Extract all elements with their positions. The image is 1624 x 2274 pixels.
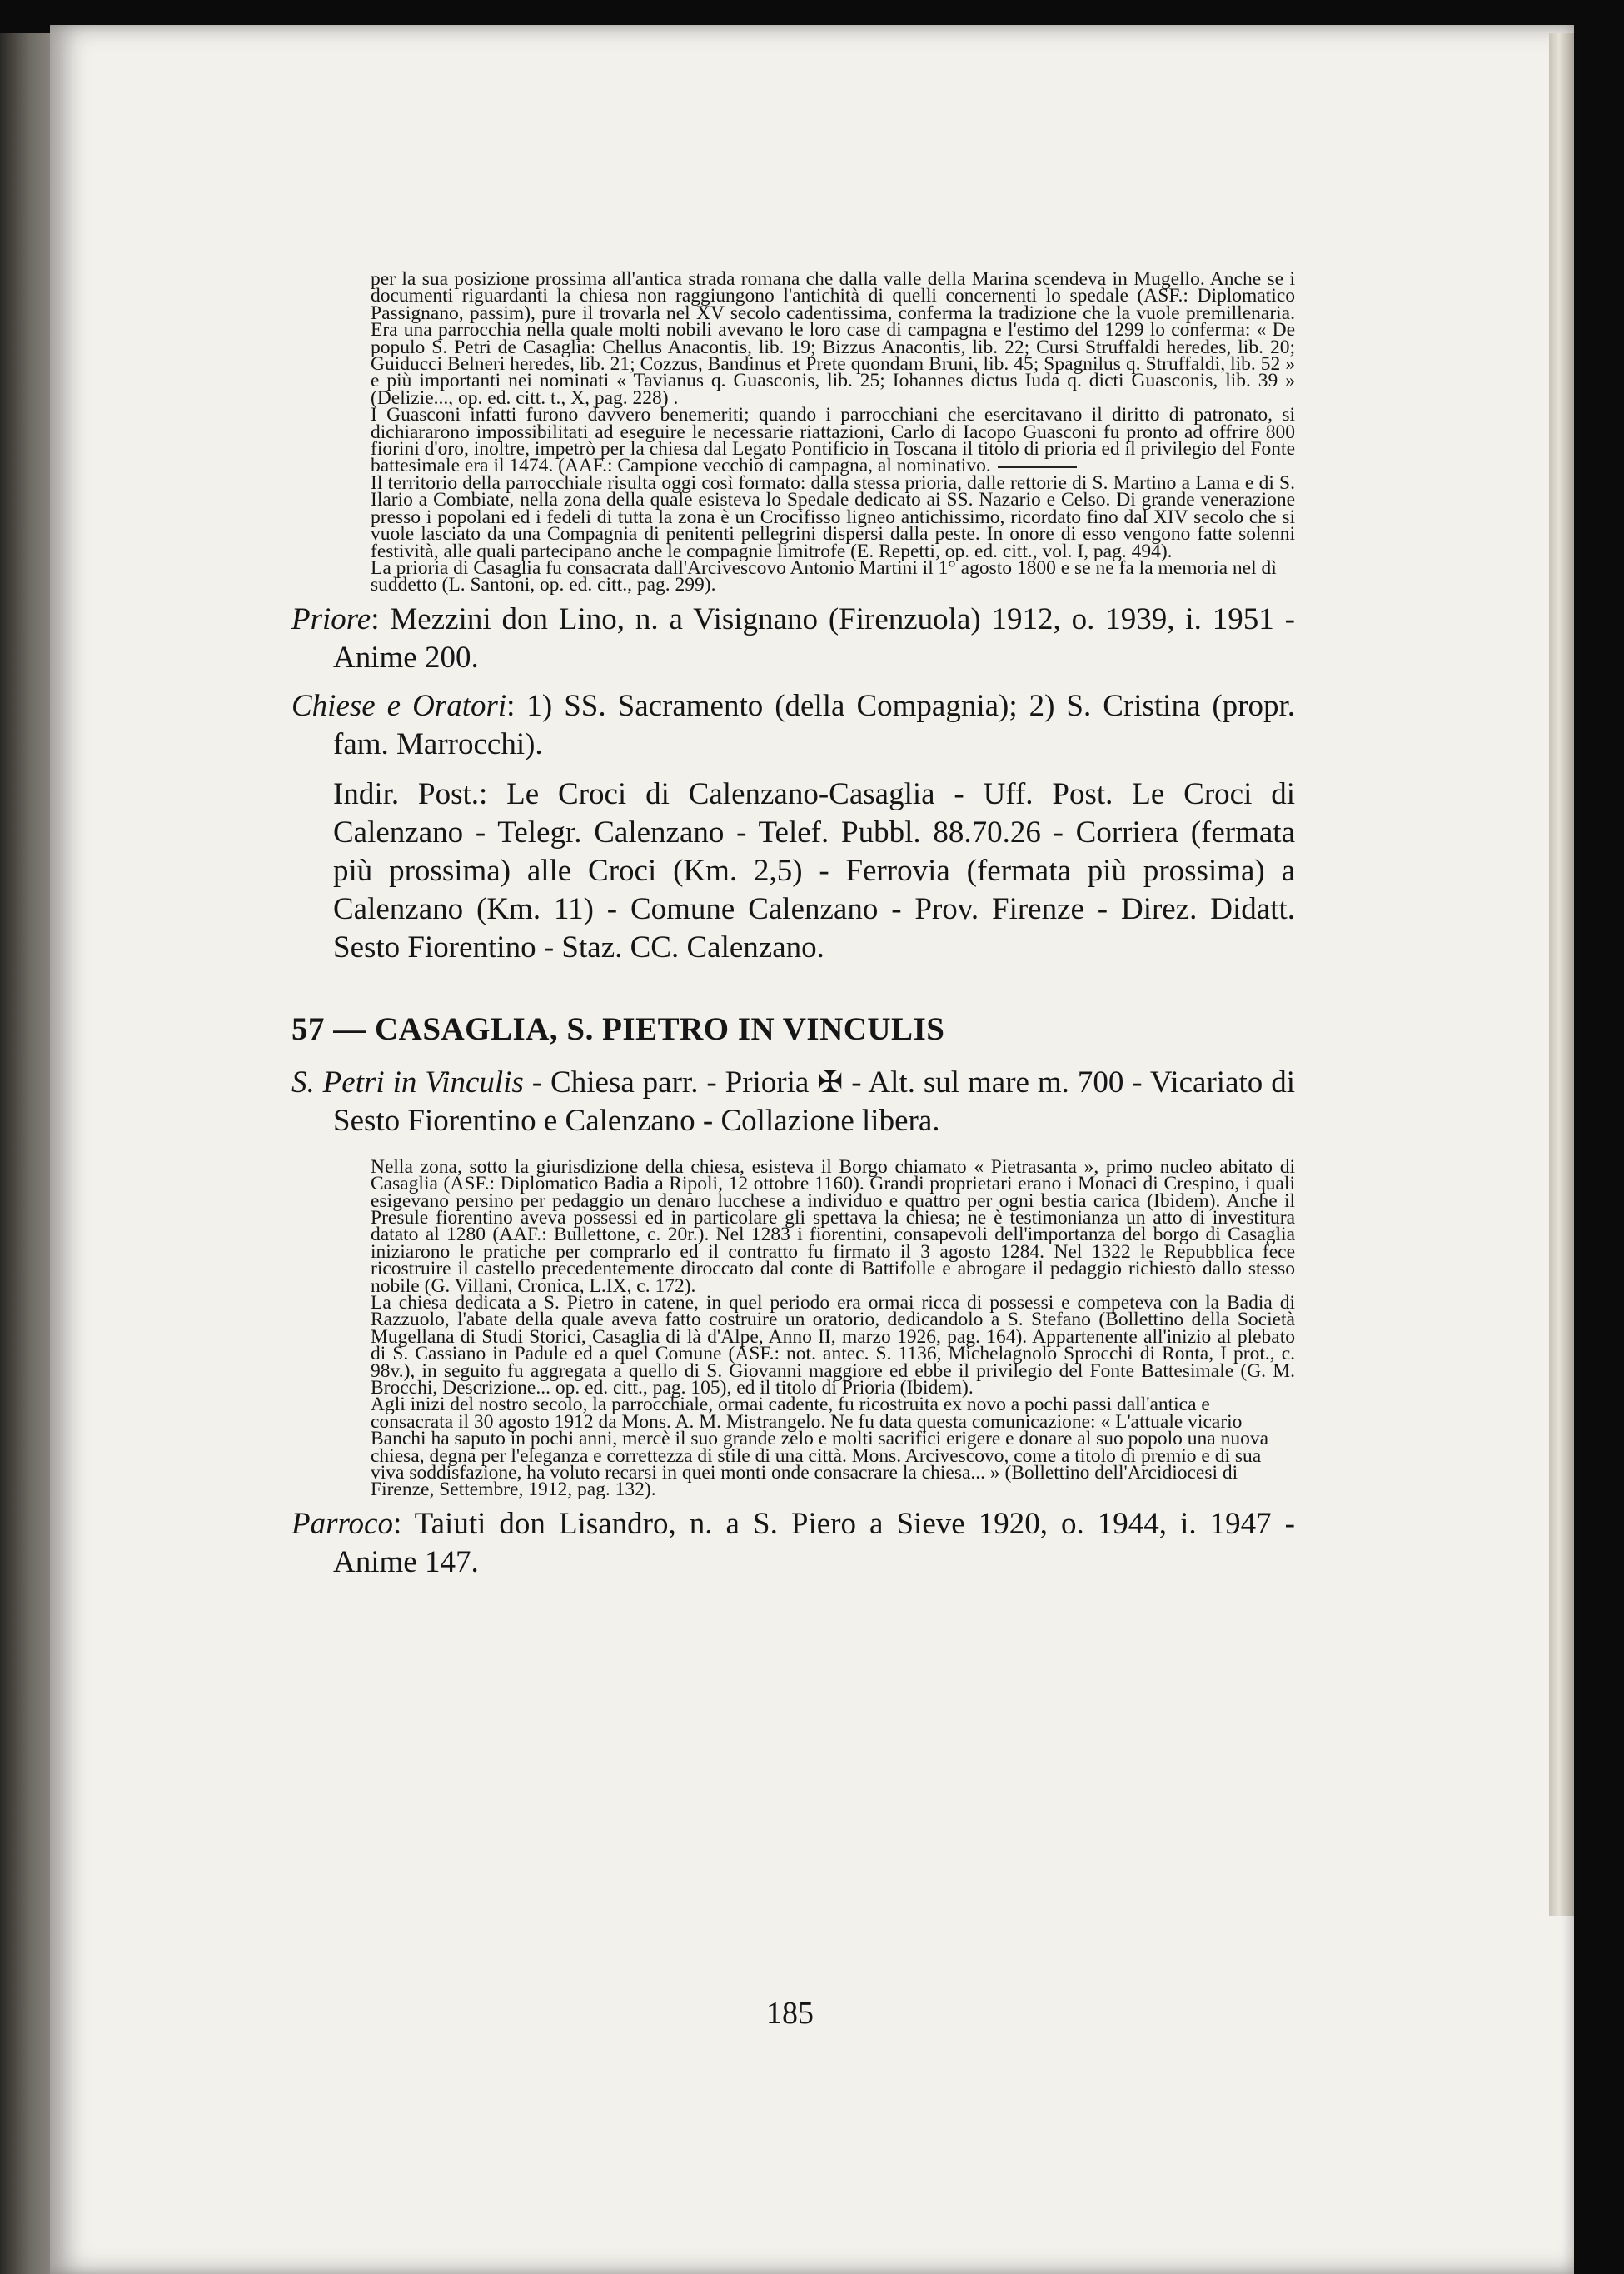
postal-info: Indir. Post.: Le Croci di Calenzano-Casaglia - Uff. Post. Le Croci di Calenzano - Telegr. Calenzano - Telef. Pubbl. 88.70.26 - Corriera (fermata più prossima) alle Croci (Km. 2,5) - Ferrovia (fermata più prossima) a Calenzano (Km. 11) - Comune Calenzano - Prov. Firenze - Direz. Didatt. Sesto Fiorentino - Staz. CC. Calenzano.: [333, 776, 1295, 965]
church-text: - Chiesa parr. - Prioria ✠ - Alt. sul mare m. 700 - Vicariato di Sesto Fiorentino e Calenzano - Collazione libera.: [333, 1065, 1295, 1138]
church-label: S. Petri in Vinculis: [291, 1065, 524, 1100]
history-paragraph: per la sua posizione prossima all'antica strada romana che dalla valle della Marina scendeva in Mugello. Anche se i documenti riguardanti la chiesa non raggiungono l'antichità di quelli concernenti lo spedale (ASF.: Diplomatico Passignano, passim), pure il trovarla nel XV secolo cadentissima, conferma la tradizione che la vuole premillenaria. Era una parrocchia nella quale molti nobili avevano le loro case di campagna e l'estimo del 1299 lo conferma: « De populo S. Petri de Casaglia: Chellus Anacontis, lib. 19; Bizzus Anacontis, lib. 22; Cursi Struffaldi heredes, lib. 20; Guiducci Belneri heredes, lib. 21; Cozzus, Bandinus et Prete quondam Bruni, lib. 45; Spagnilus q. Struffaldi, lib. 52 » e più importanti nei nominati « Tavianus q. Guasconis, lib. 25; Iohannes dictus Iuda q. dicti Guasconis, lib. 39 » (Delizie..., op. ed. citt. t., X, pag. 228) .: [371, 268, 1295, 409]
history-paragraph: La prioria di Casaglia fu consacrata dall'Arcivescovo Antonio Martini il 1° agosto 1800 e se ne fa la memoria nel dì suddetto (L. Santoni, op. ed. citt., pag. 299).: [371, 556, 1277, 596]
church-entry: [291, 1064, 1295, 1140]
history-paragraph: Agli inizi del nostro secolo, la parrocchiale, ormai cadente, fu ricostruita ex novo a pochi passi dall'antica e consacrata il 30 agosto 1912 da Mons. A. M. Mistrangelo. Ne fu data questa comunicazione: « L'attuale vicario Banchi ha saputo in pochi anni, mercè il suo grande zelo e molti sacrifici erigere e donare al suo popolo una nuova chiesa, degna per l'eleganza e correttezza di stile di una città. Mons. Arcivescovo, come a titolo di premio e di sua viva soddisfazione, ha voluto recarsi in quei monti onde consacrare la chiesa... » (Bollettino dell'Arcidiocesi di Firenze, Settembre, 1912, pag. 132).: [371, 1394, 1269, 1501]
divider-rule: [998, 466, 1077, 468]
priore-text: : Mezzini don Lino, n. a Visignano (Firenzuola) 1912, o. 1939, i. 1951 - Anime 200.: [333, 601, 1295, 675]
history-paragraph: Il territorio della parrocchiale risulta oggi così formato: dalla stessa prioria, dalle rettorie di S. Martino a Lama e di S. Ilario a Combiate, nella zona della quale esisteva lo Spedale dedicato ai SS. Nazario e Celso. Di grande venerazione presso i popolani ed i fedeli di tutta la zona è un Crocifisso ligneo antichissimo, ricordato fino dal XIV secolo che si vuole lasciato da una Compagnia di penitenti pellegrini dispersi dalla peste. In onore di esso vengono fatte solenni festività, alle quali partecipano anche le compagnie limitrofe (E. Repetti, op. ed. citt., vol. I, pag. 494).: [371, 471, 1295, 562]
priore-entry: [291, 601, 1295, 677]
history-paragraph-text: I Guasconi infatti furono davvero benemeriti; quando i parrocchiani che esercitavano il diritto di patronato, si dichiararono impossibilitati ad eseguire le necessarie riattazioni, Carlo di Iacopo Guasconi fu pronto ad offrire 800 fiorini d'oro, inoltre, impetrò per la chiesa dal Legato Pontificio in Toscana il titolo di prioria ed il privilegio del Fonte battesimale era il 1474. (AAF.: Campione vecchio di campagna, al nominativo.: [371, 404, 1295, 477]
history-paragraph: Nella zona, sotto la giurisdizione della chiesa, esisteva il Borgo chiamato « Pietrasanta », primo nucleo abitato di Casaglia (ASF.: Diplomatico Badia a Ripoli, 12 ottobre 1160). Grandi proprietari erano i Monaci di Crespino, i quali esigevano persino per pedaggio un denaro lucchese a individuo e quattro per ogni bestia carica (Ibidem). Anche il Presule fiorentino aveva possessi ed in particolare gli spettava la chiesa; ne è testimonianza un atto di investitura datato al 1280 (AAF.: Bullettone, c. 20r.). Nel 1283 i fiorentini, consapevoli dell'importanza del borgo di Casaglia iniziarono le pratiche per comprarlo ed il contratto fu firmato il 3 agosto 1284. Nel 1322 le Repubblica fece ricostruire il castello precedentemente diroccato dal conte di Battifolle e abrogare il pedaggio richiesto dallo stesso nobile (G. Villani, Cronica, L.IX, c. 172).: [371, 1155, 1295, 1297]
chiese-text: : 1) SS. Sacramento (della Compagnia); 2) S. Cristina (propr. fam. Marrocchi).: [333, 688, 1296, 761]
priore-label: Priore: [291, 601, 371, 636]
chiese-entry: [291, 687, 1295, 764]
history-paragraph: [371, 406, 1295, 475]
parroco-entry: [291, 1505, 1295, 1582]
history-paragraph: La chiesa dedicata a S. Pietro in catene, in quel periodo era ormai ricca di possessi e competeva con la Badia di Razzuolo, l'abate della quale aveva fatto costruire un oratorio, dedicandolo a S. Stefano (Bollettino della Società Mugellana di Studi Storici, Casaglia di là d'Alpe, Anno II, marzo 1926, pag. 164). Appartenente all'inizio al plebato di S. Cassiano in Padule ed a quel Comune (ASF.: not. antec. S. 1136, Michelagnolo Sprocchi di Ronta, I prot., c. 98v.), in seguito fu aggregata a quello di S. Giovanni maggiore ed ebbe il privilegio del Fonte Battesimale (G. M. Brocchi, Descrizione... op. ed. citt., pag. 105), ed il titolo di Prioria (Ibidem).: [371, 1291, 1295, 1399]
history-block-1: [371, 268, 1295, 596]
page-number: 185: [766, 1996, 814, 2031]
parroco-label: Parroco: [291, 1506, 393, 1541]
section-heading: 57 — CASAGLIA, S. PIETRO IN VINCULIS: [291, 1010, 945, 1047]
page-stack-edge: [1549, 33, 1574, 1916]
parroco-text: : Taiuti don Lisandro, n. a S. Piero a Sieve 1920, o. 1944, i. 1947 - Anime 147.: [333, 1506, 1295, 1579]
chiese-label: Chiese e Oratori: [291, 688, 507, 723]
left-page-edge: [0, 33, 54, 2274]
history-block-2: [371, 1155, 1295, 1501]
page-content: [291, 268, 1296, 1582]
